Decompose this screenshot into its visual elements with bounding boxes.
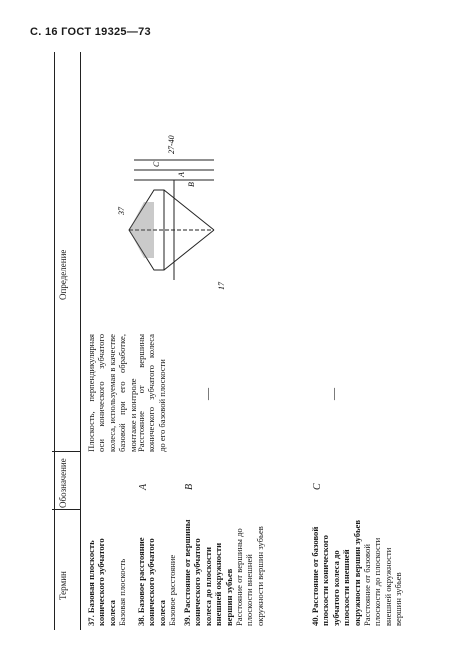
symbol-c: C [312, 483, 323, 490]
column-header-term: Термин [58, 571, 68, 600]
table-top-rule [54, 52, 55, 630]
figure-label-17: 17 [217, 282, 226, 290]
symbol-a: A [138, 483, 149, 490]
figure-label-27-40: 27-40 [167, 135, 176, 154]
bevel-gear-figure [114, 130, 244, 330]
figure-label-37: 37 [117, 207, 126, 215]
definition-38: Расстояние от вершины конического зубчатого колеса до его базовой плоскости [136, 334, 167, 452]
header-divider [52, 451, 80, 452]
definition-39: — [200, 388, 214, 400]
terms-table [52, 52, 438, 630]
table-row [182, 518, 265, 626]
definition-40: — [326, 388, 340, 400]
figure-label-b: B [187, 182, 196, 187]
term-39-alt: Расстояние от вершины до плоскости внешней окружности вершин зубьев [234, 526, 265, 626]
term-39: 39. Расстояние от вершины конического зубчатого колеса до плоскости внешней окружности вершин зубьев [182, 519, 234, 626]
figure-label-c: C [152, 161, 161, 167]
column-header-symbol: Обозначение [58, 458, 68, 508]
figure-label-a: A [177, 172, 186, 177]
table-row [310, 518, 404, 626]
term-38-alt: Базовое расстояние [167, 554, 178, 626]
term-37-alt: Базовая плоскость [117, 558, 128, 626]
header-divider [52, 509, 80, 510]
page-header: С. 16 ГОСТ 19325—73 [30, 26, 151, 38]
table-row [136, 518, 178, 626]
symbol-b: B [184, 483, 195, 490]
term-40-alt: Расстояние от базовой плоскости до плоскости внешней окружности вершин зубьев [362, 537, 404, 626]
column-header-definition: Определение [58, 249, 68, 300]
term-40: 40. Расстояние от базовой плоскости конического зубчатого колеса до плоскости внешней окружности вершин зубьев [310, 519, 362, 626]
definition-37: Плоскость, перпендикулярная оси конического зубчатого колеса, используемая в качестве базовой при его обработке, монтаже и контроле [86, 334, 138, 452]
table-header-rule [80, 52, 81, 630]
table-row [86, 518, 128, 626]
term-37: 37. Базовая плоскость конического зубчатого колеса [86, 538, 117, 626]
term-38: 38. Базовое расстояние конического зубчатого колеса [136, 537, 167, 626]
